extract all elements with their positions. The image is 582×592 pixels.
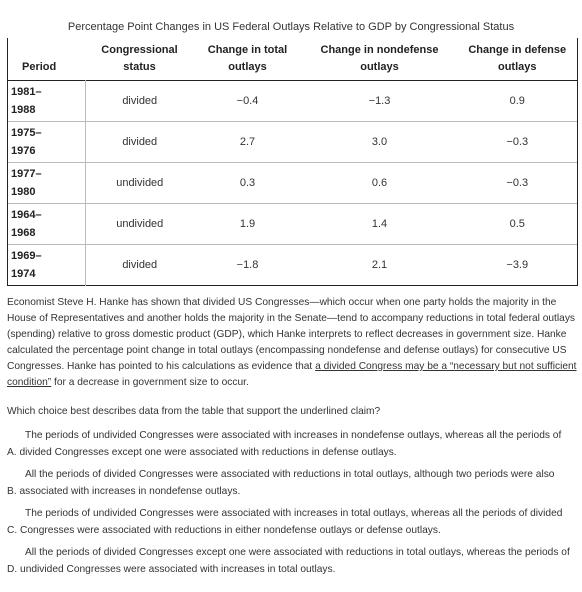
period-end: 1976: [11, 145, 36, 157]
cell-status: divided: [122, 259, 158, 271]
table-row: [8, 81, 578, 122]
cell-period: [8, 122, 86, 163]
table-row: [8, 245, 578, 286]
period-end: 1988: [11, 104, 36, 116]
question-stem: Which choice best describes data from the table that support the underlined claim?: [7, 406, 381, 417]
choice-d[interactable]: [7, 544, 577, 578]
cell-period: [8, 245, 86, 286]
period-end: 1974: [11, 268, 36, 280]
choice-a-line1: The periods of undivided Congresses were associated with increases in nondefense outlays, whereas all the periods of: [25, 430, 562, 441]
choice-a[interactable]: [7, 427, 577, 461]
header-nondefense: Change in nondefense outlays: [320, 44, 439, 73]
cell-nondefense: −1.3: [368, 95, 391, 107]
cell-nondefense: 3.0: [371, 136, 388, 148]
cell-total: −0.4: [236, 95, 259, 107]
table-caption: Percentage Point Changes in US Federal Outlays Relative to GDP by Congressional Status: [67, 21, 515, 33]
choice-c-letter: C.: [7, 525, 18, 536]
header-status: Congressional status: [101, 44, 178, 73]
table-row: [8, 163, 578, 204]
cell-defense: −3.9: [458, 245, 578, 286]
period-start: 1977–: [11, 168, 42, 180]
choice-a-line2: divided Congresses except one were associated with reductions in defense outlays.: [19, 447, 397, 458]
passage: [7, 295, 577, 391]
period-start: 1981–: [11, 86, 42, 98]
choice-b-letter: B.: [7, 486, 17, 497]
passage-text: Economist Steve H. Hanke has shown that divided US Congresses—which occur when one party holds the majority in the House of Representatives and another holds the majority in the Senate—tend to accompany reductions in total federal outlays (spending) relative to gross domestic product (GDP), which Hanke interprets to reflect decreases in government size. Hanke calculated the percentage point change in total outlays (encompassing nondefense and defense outlays) for consecutive US Congresses. Hanke has pointed to his calculations as evidence that: [7, 297, 576, 372]
table-header-row: [8, 38, 578, 81]
passage-text-end: for a decrease in government size to occur.: [51, 377, 249, 388]
cell-total: 0.3: [239, 177, 256, 189]
cell-nondefense: 0.6: [371, 177, 388, 189]
choice-d-letter: D.: [7, 564, 18, 575]
cell-status: divided: [122, 136, 158, 148]
period-start: 1975–: [11, 127, 42, 139]
cell-defense: 0.9: [458, 81, 578, 122]
cell-status: undivided: [116, 177, 164, 189]
header-total: Change in total outlays: [207, 44, 288, 73]
cell-defense: −0.3: [458, 122, 578, 163]
cell-period: [8, 204, 86, 245]
cell-total: 2.7: [239, 136, 256, 148]
choice-b-line1: All the periods of divided Congresses were associated with reductions in total outlays, although two periods were also: [25, 469, 555, 480]
choice-c[interactable]: [7, 505, 577, 539]
cell-period: [8, 163, 86, 204]
cell-total: −1.8: [236, 259, 259, 271]
period-start: 1964–: [11, 209, 42, 221]
header-defense: Change in defense outlays: [458, 38, 578, 81]
cell-status: divided: [122, 95, 158, 107]
choice-c-line1: The periods of undivided Congresses were associated with increases in total outlays, whereas all the periods of divided: [25, 508, 563, 519]
header-period: Period: [8, 38, 86, 81]
choice-b[interactable]: [7, 466, 577, 500]
cell-nondefense: 1.4: [371, 218, 388, 230]
cell-period: [8, 81, 86, 122]
cell-defense: 0.5: [458, 204, 578, 245]
underlined-claim: a divided Congress may be a “necessary but not sufficient condition”: [7, 361, 577, 388]
table-row: [8, 204, 578, 245]
period-end: 1980: [11, 186, 36, 198]
cell-status: undivided: [116, 218, 164, 230]
cell-total: 1.9: [239, 218, 256, 230]
cell-defense: −0.3: [458, 163, 578, 204]
table-row: [8, 122, 578, 163]
period-end: 1968: [11, 227, 36, 239]
choice-a-letter: A.: [7, 447, 17, 458]
choice-d-line2: undivided Congresses were associated with increases in total outlays.: [20, 564, 336, 575]
choice-d-line1: All the periods of divided Congresses except one were associated with reductions in total outlays, whereas the periods of: [25, 547, 570, 558]
period-start: 1969–: [11, 250, 42, 262]
outlays-table: [7, 38, 578, 286]
cell-nondefense: 2.1: [371, 259, 388, 271]
choice-c-line2: Congresses were associated with reductions in either nondefense outlays or defense outlays.: [20, 525, 441, 536]
choice-b-line2: associated with increases in nondefense outlays.: [19, 486, 241, 497]
